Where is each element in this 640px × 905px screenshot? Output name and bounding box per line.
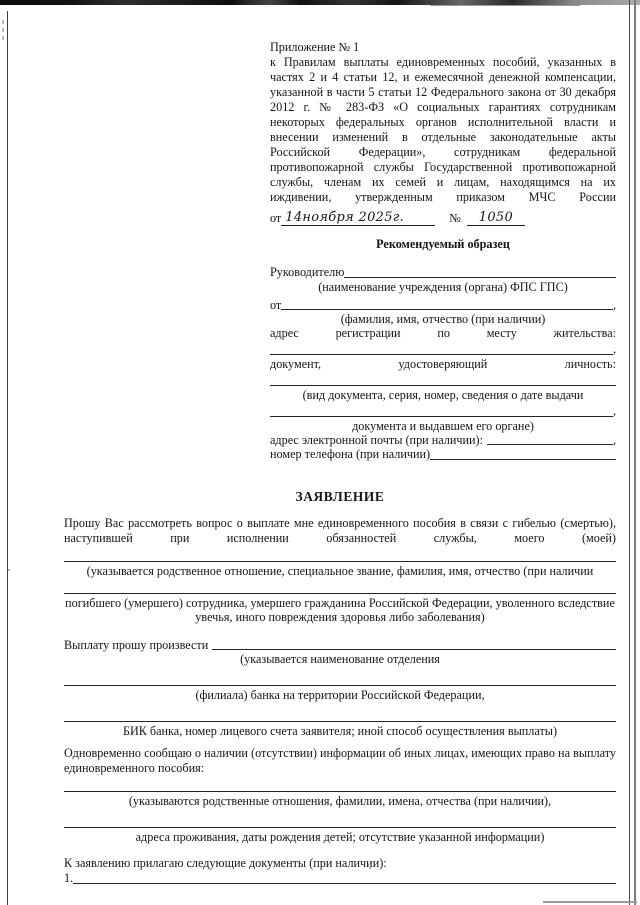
addressee-block: [270, 265, 616, 462]
addressee-from-label: от: [270, 297, 282, 312]
addressee-to-label: Руководителю: [270, 265, 345, 279]
comma-suffix: ,: [612, 432, 616, 447]
addressee-to-row: [270, 265, 616, 280]
order-date-field: [281, 210, 435, 226]
statement-intro: Прошу Вас рассмотреть вопрос о выплате мне единовременного пособия в связи с гибелью (смертью), наступившей при исполнении обязанностей службы, моего (моей): [64, 515, 616, 545]
attachment-item-number: 1.: [64, 871, 74, 885]
addressee-phone-label: номер телефона (при наличии): [270, 447, 431, 461]
scan-left-border: [7, 11, 8, 905]
blank-field-line: [270, 354, 613, 355]
addressee-address-label: адрес регистрации по месту жительства:: [270, 326, 616, 340]
order-date-prefix: от: [270, 211, 282, 225]
statement-title: ЗАЯВЛЕНИЕ: [295, 488, 385, 504]
blank-field-line: [64, 778, 616, 792]
blank-field-line: [64, 708, 616, 722]
comma-suffix: ,: [612, 403, 616, 418]
attachment-item-row: [64, 871, 616, 886]
scan-right-border-inner: [629, 0, 630, 905]
blank-field-line: [344, 277, 616, 278]
order-date-handwritten: 14ноября 2025г.: [285, 210, 405, 225]
scan-left-dashes: [2, 20, 4, 42]
order-number-handwritten: 1050: [478, 210, 514, 225]
blank-field-line: [64, 580, 616, 594]
payment-row: [64, 638, 616, 653]
scan-right-border-outer: [634, 0, 636, 905]
recommended-sample-label: Рекомендуемый образец: [376, 237, 510, 251]
blank-field-line: [487, 444, 613, 445]
payment-label: Выплату прошу произвести: [64, 637, 209, 652]
blank-field-line: [430, 459, 616, 460]
appendix-header-block: [270, 40, 616, 462]
scan-speck: [8, 569, 10, 571]
blank-field-line: [270, 385, 616, 386]
addressee-email-label: адрес электронной почты (при наличии):: [270, 432, 484, 447]
order-date-row: [270, 205, 616, 226]
addressee-from-row: [270, 298, 616, 313]
order-number-prefix: №: [449, 211, 461, 225]
addressee-id-caption1: (вид документа, серия, номер, сведения о дате выдачи: [302, 388, 584, 402]
payment-caption1: (указывается наименование отделения: [240, 652, 440, 666]
addressee-from-caption: (фамилия, имя, отчество (при наличии): [340, 312, 546, 326]
scan-bottom-edge-fragment: [543, 901, 637, 903]
statement-caption1: (указывается родственное отношение, специальное звание, фамилия, имя, отчество (при наличии: [86, 563, 594, 578]
addressee-to-caption: (наименование учреждения (органа) ФПС ГПС): [318, 279, 568, 294]
document-content: [64, 40, 616, 886]
comma-suffix: ,: [612, 297, 616, 312]
statement-caption2: погибшего (умершего) сотрудника, умершего гражданина Российской Федерации, уволенного вследствие увечья, иного повреждения здоровья либо заболевания): [65, 595, 615, 624]
blank-field-line: [73, 883, 616, 884]
scan-top-edge-fragment: [430, 5, 580, 6]
blank-field-line: [64, 814, 616, 828]
appendix-title: Приложение № 1: [270, 40, 360, 54]
other-caption2: адреса проживания, даты рождения детей; отсутствие указанной информации): [135, 830, 545, 844]
addressee-id-row2: [270, 404, 616, 419]
addressee-phone-row: [270, 447, 616, 462]
blank-field-line: [212, 649, 616, 650]
payment-caption3: БИК банка, номер лицевого счета заявителя; иной способ осуществления выплаты): [122, 724, 558, 738]
attachments-label: К заявлению прилагаю следующие документы (при наличии):: [64, 856, 387, 870]
addressee-address-row: [270, 343, 616, 358]
other-caption1: (указываются родственные отношения, фамилии, имена, отчества (при наличии),: [128, 794, 552, 808]
blank-field-line: [270, 416, 613, 417]
addressee-id-row: [270, 374, 616, 389]
blank-field-line: [64, 548, 616, 562]
addressee-id-label: документ, удостоверяющий личность:: [270, 357, 616, 371]
payment-caption2: (филиала) банка на территории Российской Федерации,: [195, 688, 485, 702]
other-info-paragraph: Одновременно сообщаю о наличии (отсутствии) информации об иных лицах, имеющих право на выплату единовременного пособия:: [64, 746, 616, 775]
order-number-field: [467, 210, 525, 226]
blank-field-line: [64, 672, 616, 686]
comma-suffix: ,: [612, 342, 616, 356]
addressee-id-caption2: документа и выдавшем его органе): [352, 418, 534, 433]
blank-field-line: [281, 309, 613, 310]
addressee-email-row: [270, 433, 616, 448]
appendix-body: к Правилам выплаты единовременных пособий, указанных в частях 2 и 4 статьи 12, и ежемесячной денежной компенсации, указанной в части 5 статьи 12 Федерального закона от 30 декабря 2012 г. № 283-ФЗ «О социальных гарантиях сотрудникам некоторых федеральных органов исполнительной власти и внесении изменений в отдельные законодательные акты Российской Федерации», сотрудникам федеральной противопожарной службы Государственной противопожарной службы, членам их семей и лицам, находящимся на их иждивении, утвержденным приказом МЧС России: [270, 55, 616, 204]
